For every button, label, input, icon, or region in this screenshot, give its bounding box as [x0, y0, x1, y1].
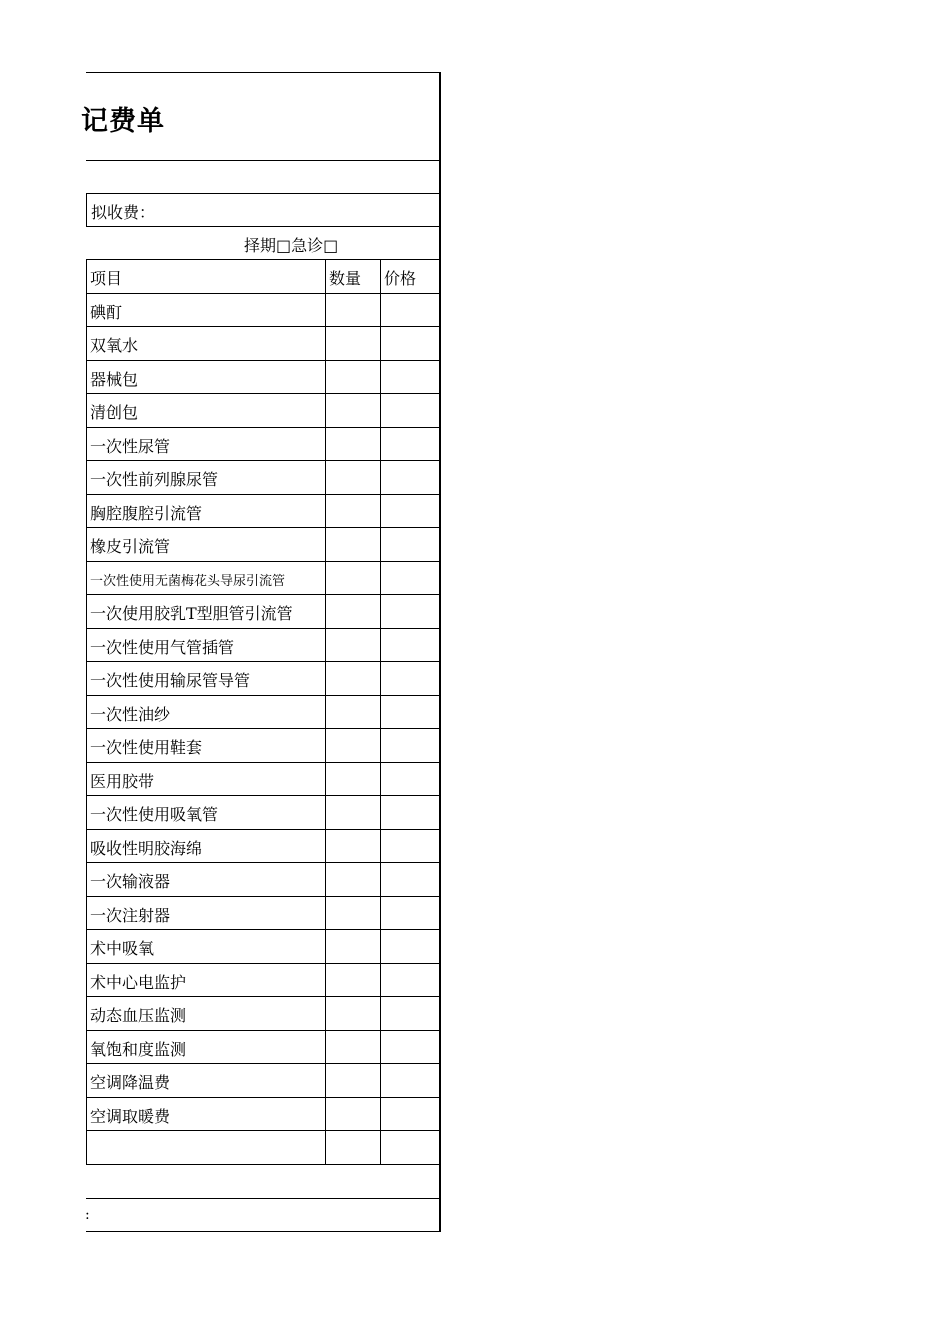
item-name: 一次性使用气管插管 — [90, 637, 235, 657]
table-row — [86, 495, 441, 529]
item-name: 器械包 — [90, 369, 139, 389]
header-item: 项目 — [90, 269, 123, 288]
table-row — [86, 796, 441, 830]
item-name: 双氧水 — [90, 336, 139, 355]
table-row — [86, 830, 441, 864]
quantity-cell[interactable] — [326, 595, 381, 628]
table-row — [86, 662, 441, 696]
price-cell[interactable] — [381, 495, 440, 528]
table-row — [86, 1098, 441, 1132]
table-row — [86, 562, 441, 596]
item-name: 清创包 — [90, 403, 139, 422]
item-name: 一次性使用鞋套 — [90, 738, 203, 757]
quantity-cell[interactable] — [326, 1131, 381, 1164]
price-cell[interactable] — [381, 428, 440, 461]
price-cell[interactable] — [381, 696, 440, 729]
quantity-cell[interactable] — [326, 428, 381, 461]
price-cell[interactable] — [381, 1131, 440, 1164]
table-row — [86, 428, 441, 462]
quantity-cell[interactable] — [326, 1098, 381, 1131]
price-cell[interactable] — [381, 1064, 440, 1097]
price-cell[interactable] — [381, 830, 440, 863]
price-cell[interactable] — [381, 461, 440, 494]
table-row — [86, 327, 441, 361]
quantity-cell[interactable] — [326, 294, 381, 327]
table-row — [86, 897, 441, 931]
item-name: 空调降温费 — [90, 1073, 171, 1092]
item-name: 一次使用胶乳T型胆管引流管 — [90, 604, 293, 623]
table-row — [86, 763, 441, 797]
quantity-cell[interactable] — [326, 461, 381, 494]
table-row — [86, 696, 441, 730]
price-cell[interactable] — [381, 327, 440, 360]
quantity-cell[interactable] — [326, 394, 381, 427]
quantity-cell[interactable] — [326, 629, 381, 662]
quantity-cell[interactable] — [326, 729, 381, 762]
item-name: 一次性尿管 — [90, 436, 171, 456]
item-name: 术中心电监护 — [90, 972, 187, 992]
fee-sheet — [0, 72, 441, 1232]
footer-colon: : — [85, 1206, 90, 1223]
quantity-cell[interactable] — [326, 495, 381, 528]
table-row — [86, 930, 441, 964]
quantity-cell[interactable] — [326, 327, 381, 360]
blank-row-bottom — [86, 1165, 441, 1199]
fee-label: 拟收费： — [91, 203, 156, 222]
item-name: 一次注射器 — [90, 905, 171, 925]
price-cell[interactable] — [381, 595, 440, 628]
fee-row — [86, 194, 441, 227]
item-name: 一次性使用无菌梅花头导尿引流管 — [90, 573, 286, 589]
table-row — [86, 863, 441, 897]
table-row — [86, 361, 441, 395]
quantity-cell[interactable] — [326, 361, 381, 394]
quantity-cell[interactable] — [326, 562, 381, 595]
table-row — [86, 964, 441, 998]
price-cell[interactable] — [381, 796, 440, 829]
price-cell[interactable] — [381, 863, 440, 896]
quantity-cell[interactable] — [326, 1031, 381, 1064]
item-name: 一次性前列腺尿管 — [90, 470, 219, 489]
quantity-cell[interactable] — [326, 662, 381, 695]
item-name: 吸收性明胶海绵 — [90, 838, 203, 858]
table-row — [86, 528, 441, 562]
price-cell[interactable] — [381, 361, 440, 394]
price-cell[interactable] — [381, 662, 440, 695]
price-cell[interactable] — [381, 528, 440, 561]
table-row — [86, 294, 441, 328]
item-name: 橡皮引流管 — [90, 537, 171, 556]
item-name: 一次输液器 — [90, 872, 171, 891]
price-cell[interactable] — [381, 964, 440, 997]
item-name: 术中吸氧 — [90, 939, 155, 958]
header-quantity: 数量 — [329, 269, 362, 288]
quantity-cell[interactable] — [326, 997, 381, 1030]
table-header-row — [86, 260, 441, 294]
quantity-cell[interactable] — [326, 964, 381, 997]
price-cell[interactable] — [381, 394, 440, 427]
price-cell[interactable] — [381, 897, 440, 930]
table-row — [86, 394, 441, 428]
item-name: 碘酊 — [90, 302, 123, 322]
page-title: 记费单 — [81, 106, 165, 137]
quantity-cell[interactable] — [326, 830, 381, 863]
blank-row — [86, 161, 441, 194]
item-name: 氧饱和度监测 — [90, 1039, 187, 1059]
table-row — [86, 1064, 441, 1098]
signature-row — [86, 1199, 441, 1232]
price-cell[interactable] — [381, 294, 440, 327]
item-name: 一次性使用输尿管导管 — [90, 671, 251, 690]
price-cell[interactable] — [381, 729, 440, 762]
table-row — [86, 461, 441, 495]
quantity-cell[interactable] — [326, 528, 381, 561]
surgery-type-line: 择期□急诊□ — [244, 236, 339, 255]
price-cell[interactable] — [381, 997, 440, 1030]
table-row — [86, 729, 441, 763]
quantity-cell[interactable] — [326, 863, 381, 896]
price-cell[interactable] — [381, 629, 440, 662]
price-cell[interactable] — [381, 562, 440, 595]
price-cell[interactable] — [381, 930, 440, 963]
quantity-cell[interactable] — [326, 763, 381, 796]
table-row — [86, 1131, 441, 1165]
table-row — [86, 629, 441, 663]
item-name: 一次性使用吸氧管 — [90, 805, 219, 824]
item-name: 空调取暖费 — [90, 1106, 171, 1126]
quantity-cell[interactable] — [326, 897, 381, 930]
price-cell[interactable] — [381, 1098, 440, 1131]
table-row — [86, 997, 441, 1031]
quantity-cell[interactable] — [326, 930, 381, 963]
price-cell[interactable] — [381, 1031, 440, 1064]
item-name: 动态血压监测 — [90, 1006, 187, 1025]
type-row — [86, 227, 441, 260]
title-row — [81, 72, 441, 161]
item-name: 医用胶带 — [90, 771, 155, 791]
item-name: 胸腔腹腔引流管 — [90, 503, 203, 523]
table-row — [86, 595, 441, 629]
quantity-cell[interactable] — [326, 796, 381, 829]
item-name: 一次性油纱 — [90, 704, 171, 724]
quantity-cell[interactable] — [326, 696, 381, 729]
table-row — [86, 1031, 441, 1065]
price-cell[interactable] — [381, 763, 440, 796]
header-price: 价格 — [384, 269, 417, 288]
quantity-cell[interactable] — [326, 1064, 381, 1097]
